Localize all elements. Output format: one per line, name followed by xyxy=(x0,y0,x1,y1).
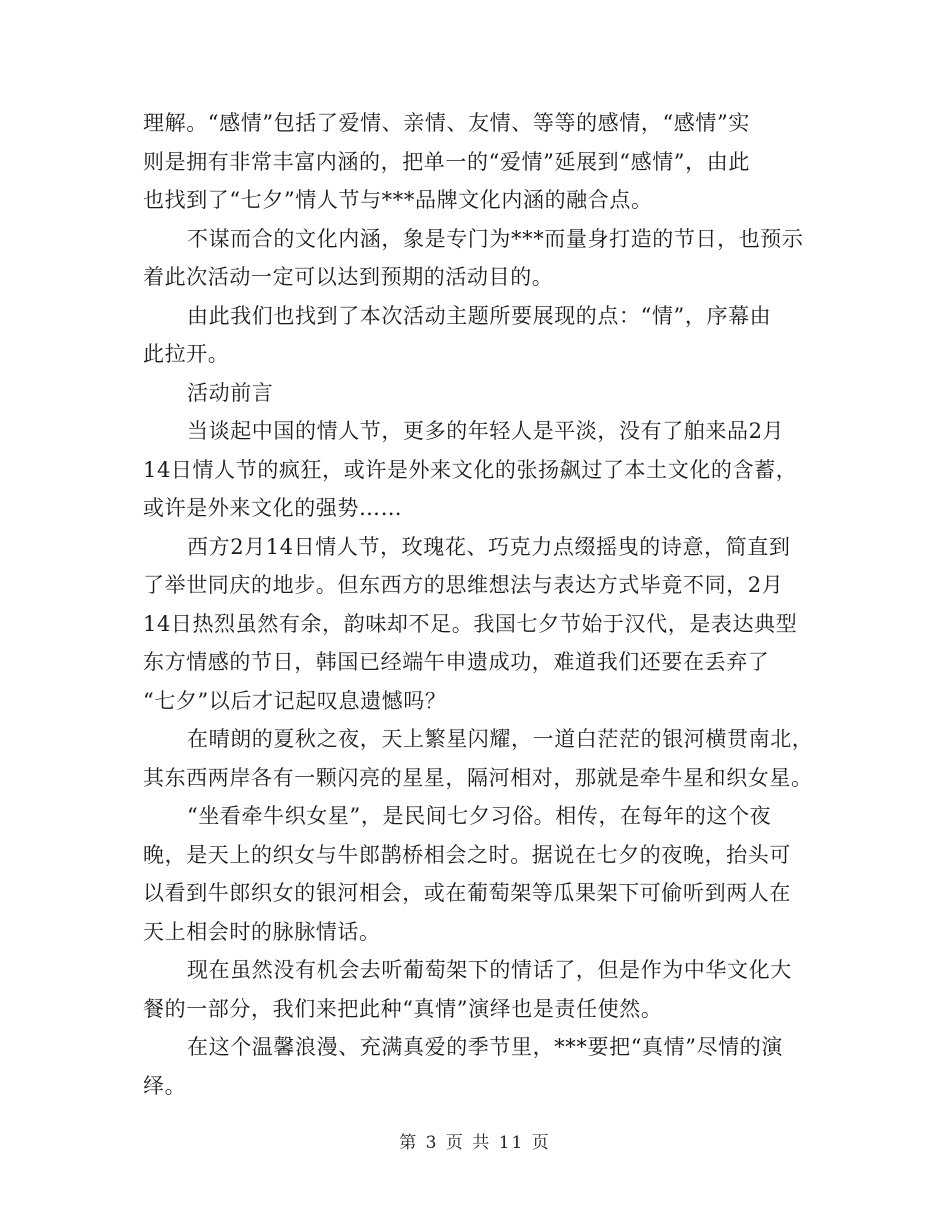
text-line: 在这个温馨浪漫、充满真爱的季节里，***要把“真情”尽情的演 xyxy=(187,1035,783,1059)
text-line: 现在虽然没有机会去听葡萄架下的情话了，但是作为中华文化大 xyxy=(187,958,792,982)
text-line: 也找到了“七夕”情人节与***品牌文化内涵的融合点。 xyxy=(143,188,653,212)
text-line: 则是拥有非常丰富内涵的，把单一的“爱情”延展到“感情”，由此 xyxy=(143,149,750,174)
text-line: 了举世同庆的地步。但东西方的思维想法与表达方式毕竟不同，2月 xyxy=(143,573,784,597)
text-line: 东方情感的节日，韩国已经端午申遗成功，难道我们还要在丢弃了 xyxy=(143,650,770,674)
text-line: 餐的一部分，我们来把此种“真情”演绎也是责任使然。 xyxy=(143,996,663,1021)
text-line: 14日情人节的疯狂，或许是外来文化的张扬飙过了本土文化的含蓄， xyxy=(143,457,798,482)
text-line: “坐看牵牛织女星”，是民间七夕习俗。相传，在每年的这个夜 xyxy=(187,804,772,828)
text-line: 由此我们也找到了本次活动主题所要展现的点：“情”，序幕由 xyxy=(187,303,772,328)
text-line: 其东西两岸各有一颗闪亮的星星，隔河相对，那就是牵牛星和织女星。 xyxy=(143,765,813,790)
text-line: 西方2月14日情人节，玫瑰花、巧克力点缀摇曳的诗意，简直到 xyxy=(187,534,791,559)
text-line: 不谋而合的文化内涵，象是专门为***而量身打造的节日，也预示 xyxy=(187,226,804,251)
text-line: “七夕”以后才记起叹息遗憾吗？ xyxy=(143,688,447,713)
text-line: 天上相会时的脉脉情话。 xyxy=(143,919,381,944)
text-line: 以看到牛郎织女的银河相会，或在葡萄架等瓜果架下可偷听到两人在 xyxy=(143,881,791,905)
text-line: 着此次活动一定可以达到预期的活动目的。 xyxy=(143,265,554,289)
section-heading: 活动前言 xyxy=(187,380,274,405)
text-line: 此拉开。 xyxy=(143,342,230,366)
text-line: 14日热烈虽然有余，韵味却不足。我国七夕节始于汉代，是表达典型 xyxy=(143,611,798,636)
text-line: 或许是外来文化的强势…… xyxy=(143,496,403,520)
text-line: 晚，是天上的织女与牛郎鹊桥相会之时。据说在七夕的夜晚，抬头可 xyxy=(143,842,791,867)
document-body xyxy=(143,104,814,1105)
text-line: 当谈起中国的情人节，更多的年轻人是平淡，没有了舶来品2月 xyxy=(187,419,785,443)
page-number: 第 3 页 共 11 页 xyxy=(399,1133,551,1153)
text-line: 理解。“感情”包括了爱情、亲情、友情、等等的感情，“感情”实 xyxy=(143,111,750,135)
text-line: 绎。 xyxy=(143,1073,187,1098)
text-line: 在晴朗的夏秋之夜，天上繁星闪耀，一道白茫茫的银河横贯南北， xyxy=(187,727,814,751)
